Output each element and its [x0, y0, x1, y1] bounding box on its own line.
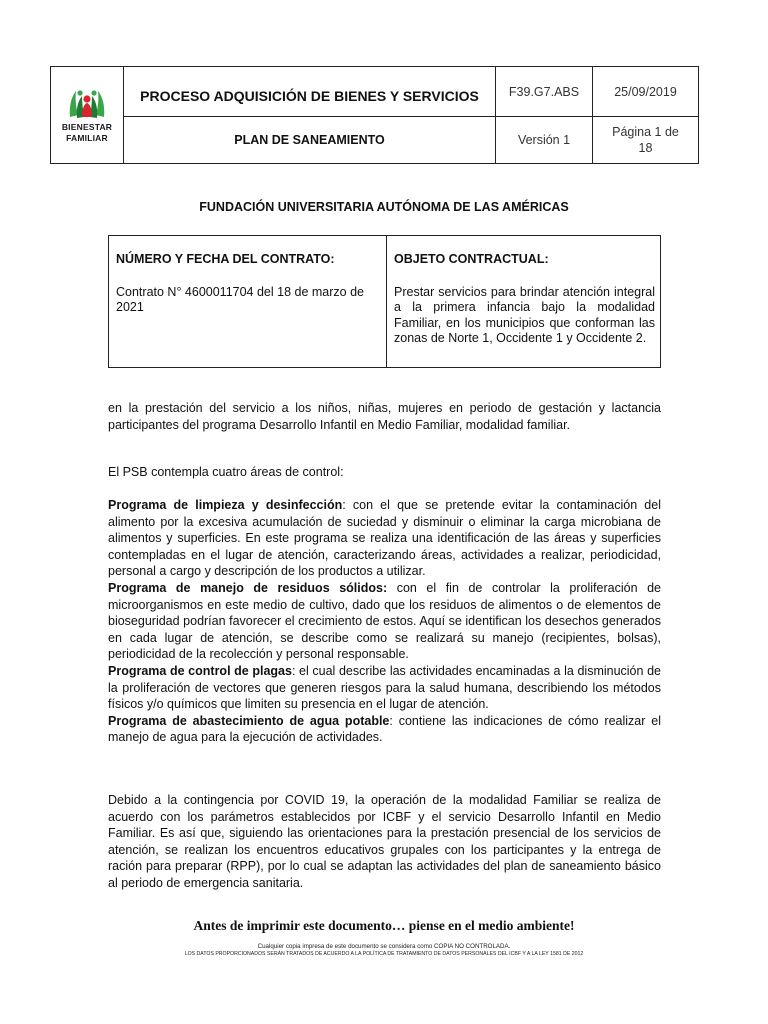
logo-text-bienestar: BIENESTAR [61, 122, 113, 132]
logo-text-familiar: FAMILIAR [66, 133, 108, 143]
program-text: : con el que se pretende evitar la contaminación del alimento por la excesiva acumulación de suciedad y disminuir o eliminar la carga microbiana de alimentos y superficies. En este programa se realiza una identificación de las áreas y superficies contempladas en el lugar de atención, caracterizando áreas, actividades a realizar, periodicidad, personal a cargo y descripción de los productos a utilizar. [108, 498, 661, 579]
contract-table [108, 235, 661, 368]
contract-object-heading: OBJETO CONTRACTUAL: [394, 252, 549, 266]
document-code: F39.G7.ABS [496, 67, 593, 117]
document-version: Versión 1 [496, 117, 593, 164]
contract-number-heading: NÚMERO Y FECHA DEL CONTRATO: [116, 252, 335, 266]
psb-paragraph [108, 464, 661, 481]
family-logo-icon [65, 87, 109, 121]
contract-number-text: Contrato N° 4600011704 del 18 de marzo de 2021 [116, 284, 364, 314]
intro-text: en la prestación del servicio a los niños, niñas, mujeres en periodo de gestación y lactancia participantes del programa Desarrollo Infantil en Medio Familiar, modalidad familiar. [108, 401, 661, 432]
program-water [108, 713, 661, 746]
program-waste [108, 580, 661, 663]
page-number: Página 1 de 18 [593, 117, 699, 164]
program-pests [108, 663, 661, 713]
covid-paragraph [108, 792, 661, 892]
program-cleaning [108, 497, 661, 580]
program-text: : contiene las indicaciones de cómo realizar el manejo de agua para la ejecución de actividades. [108, 713, 661, 745]
program-name: Programa de abastecimiento de agua potable [108, 713, 390, 728]
covid-text: Debido a la contingencia por COVID 19, la operación de la modalidad Familiar se realiza de acuerdo con los parámetros establecidos por ICBF y el servicio Desarrollo Infantil en Medio Familiar. Es así que, siguiendo las orientaciones para la prestación presencial de los servicios de atención, se realizan los encuentros educativos grupales con los participantes y la entrega de ración para preparar (RPP), por lo cual se adaptan las actividades del plan de saneamiento básico al periodo de emergencia sanitaria. [108, 793, 661, 890]
copy-notice: Cualquier copia impresa de este documento se considera como COPIA NO CONTROLADA. [257, 943, 511, 950]
programs-section [108, 497, 661, 746]
psb-text: El PSB contempla cuatro áreas de control: [108, 465, 344, 479]
bienestar-familiar-logo [51, 87, 123, 143]
intro-paragraph [108, 400, 661, 433]
program-name: Programa de control de plagas [108, 663, 292, 678]
logo-cell [51, 67, 124, 164]
program-text: : el cual describe las actividades encaminadas a la disminución de la proliferación de vectores que generen riesgos para la salud humana, describiendo los métodos físicos y/o químicos que limiten su presencia en el lugar de atención. [108, 663, 661, 712]
contract-object-text: Prestar servicios para brindar atención integral a la primera infancia bajo la modalidad Familiar, en los municipios que conforman las zonas de Norte 1, Occidente 1 y Occidente 2. [394, 284, 655, 345]
program-text: con el fin de controlar la proliferación de microorganismos en este medio de cultivo, dado que los residuos de alimentos o de elementos de bioseguridad podrían favorecer el crecimiento de estos. Aquí se identifican los desechos generados en cada lugar de atención, se describe como se realizará su manejo (recipientes, bolsas), periodicidad de la recolección y personal responsable. [108, 580, 661, 662]
program-name: Programa de limpieza y desinfección [108, 498, 343, 512]
document-header [50, 66, 699, 164]
contract-object-cell [387, 236, 661, 368]
process-title: PROCESO ADQUISICIÓN DE BIENES Y SERVICIOS [124, 67, 496, 117]
organization-heading: FUNDACIÓN UNIVERSITARIA AUTÓNOMA DE LAS AMÉRICAS [199, 200, 569, 214]
program-name: Programa de manejo de residuos sólidos: [108, 580, 388, 595]
document-date: 25/09/2019 [593, 67, 699, 117]
data-policy-notice: LOS DATOS PROPORCIONADOS SERÁN TRATADOS DE ACUERDO A LA POLÍTICA DE TRATAMIENTO DE DATOS PERSONALES DEL ICBF Y A LA LEY 1581 DE 2012 [184, 951, 584, 957]
environment-notice: Antes de imprimir este documento… piense en el medio ambiente! [193, 918, 575, 933]
plan-title: PLAN DE SANEAMIENTO [124, 117, 496, 164]
contract-number-cell [109, 236, 387, 368]
